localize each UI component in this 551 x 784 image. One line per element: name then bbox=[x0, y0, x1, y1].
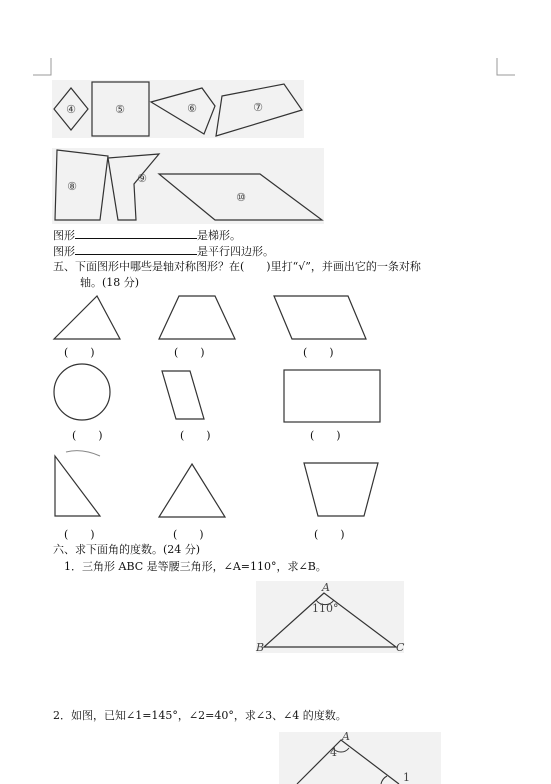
triangle-abc-figure bbox=[256, 581, 404, 653]
s5-circle bbox=[52, 363, 114, 423]
answer-paren-8[interactable]: ( ) bbox=[173, 528, 204, 541]
section-6-question-2: 2．如图，已知∠1=145°，∠2=40°，求∠3、∠4 的度数。 bbox=[53, 709, 347, 722]
angle-1-label: 1 bbox=[403, 771, 410, 784]
shape-9-number: ⑨ bbox=[137, 172, 147, 185]
vertex-a-label: A bbox=[342, 730, 350, 743]
shape-5-number: ⑤ bbox=[115, 103, 125, 116]
shape-6-number: ⑥ bbox=[187, 102, 197, 115]
fill-line-parallelogram bbox=[53, 243, 274, 259]
answer-paren-6[interactable]: ( ) bbox=[310, 429, 341, 442]
crop-mark-right bbox=[496, 58, 516, 78]
fill-line-prefix: 图形 bbox=[53, 245, 75, 258]
fill-line-suffix: 是梯形。 bbox=[197, 229, 241, 242]
shape-8-number: ⑧ bbox=[67, 180, 77, 193]
vertex-b-label: B bbox=[256, 641, 265, 654]
answer-paren-2[interactable]: ( ) bbox=[174, 346, 205, 359]
section-5-title-cont: 轴。(18 分) bbox=[80, 276, 140, 289]
section-6-question-1: 1．三角形 ABC 是等腰三角形，∠A=110°，求∠B。 bbox=[64, 560, 327, 573]
section-5-title: 五、下面图形中哪些是轴对称图形？在( )里打“√”，并画出它的一条对称 bbox=[53, 260, 421, 273]
section-6-title: 六、求下面角的度数。(24 分) bbox=[53, 543, 201, 556]
angle-4-label: 4 bbox=[330, 746, 337, 759]
vertex-a-label: A bbox=[322, 581, 330, 594]
s5-small-parallelogram bbox=[160, 369, 208, 423]
fill-line-suffix: 是平行四边形。 bbox=[197, 245, 274, 258]
s5-triangle bbox=[52, 294, 122, 342]
answer-blank[interactable] bbox=[75, 227, 197, 239]
shapes-row-1 bbox=[52, 80, 304, 138]
vertex-c-label: C bbox=[396, 641, 405, 654]
angle-110-label: 110° bbox=[312, 602, 339, 615]
answer-paren-7[interactable]: ( ) bbox=[64, 528, 95, 541]
shapes-row-2 bbox=[52, 148, 324, 224]
s5-equilateral-triangle bbox=[157, 462, 227, 520]
answer-paren-1[interactable]: ( ) bbox=[64, 346, 95, 359]
shape-4-number: ④ bbox=[66, 103, 76, 116]
answer-blank[interactable] bbox=[75, 243, 197, 255]
answer-paren-5[interactable]: ( ) bbox=[180, 429, 211, 442]
answer-paren-9[interactable]: ( ) bbox=[314, 528, 345, 541]
crop-mark-left bbox=[33, 58, 53, 78]
s5-rectangle bbox=[282, 368, 382, 424]
answer-paren-3[interactable]: ( ) bbox=[303, 346, 334, 359]
s5-parallelogram bbox=[272, 294, 368, 342]
shape-7-number: ⑦ bbox=[253, 101, 263, 114]
s5-right-triangle bbox=[52, 450, 104, 520]
angle-figure-2 bbox=[279, 732, 441, 784]
fill-line-prefix: 图形 bbox=[53, 229, 75, 242]
answer-paren-4[interactable]: ( ) bbox=[72, 429, 103, 442]
shape-10-number: ⑩ bbox=[236, 191, 246, 204]
s5-trapezoid bbox=[157, 294, 237, 342]
fill-line-trapezoid bbox=[53, 227, 241, 243]
s5-inverted-trapezoid bbox=[302, 461, 380, 519]
